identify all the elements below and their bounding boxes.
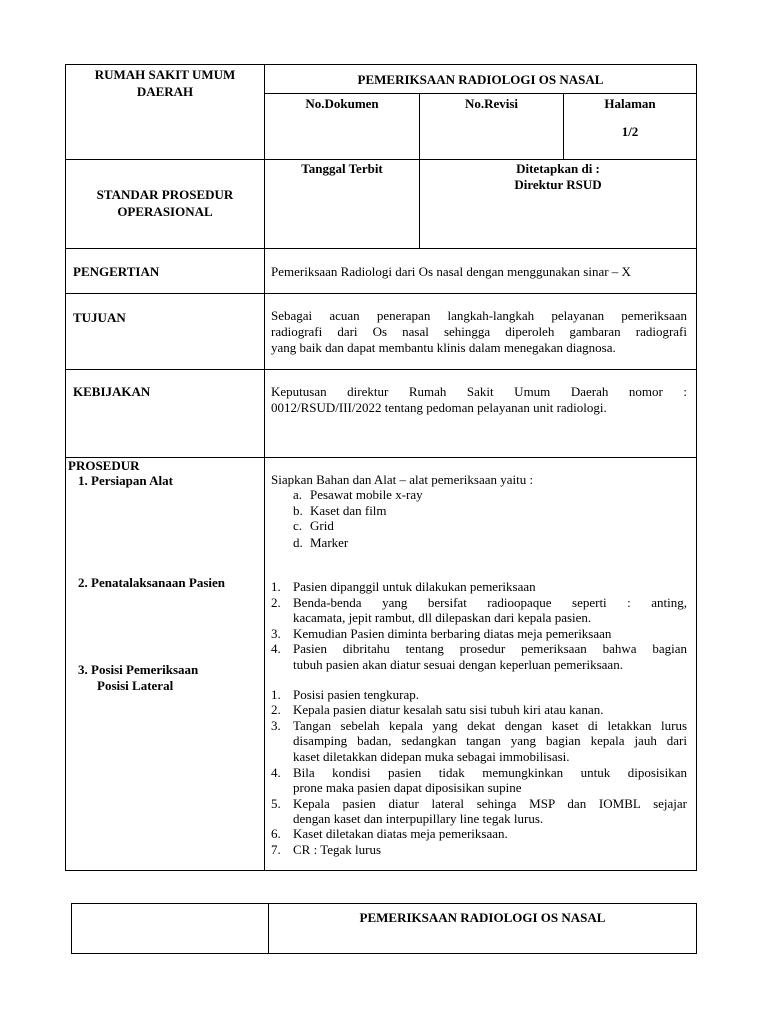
- table-border-top: [65, 64, 697, 65]
- tool-item: Marker: [310, 535, 349, 550]
- tujuan-text-line: yang baik dan dapat membantu klinis dalam menegakan diagnosa.: [271, 340, 616, 355]
- list-item: Posisi pasien tengkurap.: [293, 687, 420, 702]
- list-item: Tangan sebelah kepala yang dekat dengan kaset di letakkan lurus: [293, 718, 687, 733]
- document-number-label: No.Dokumen: [305, 96, 379, 111]
- list-marker: 4.: [271, 765, 281, 780]
- list-item-continued: dengan kaset dan interpupillary line tegak lurus.: [293, 811, 544, 826]
- table-border-left: [65, 64, 66, 871]
- sop-label-line2: OPERASIONAL: [117, 204, 213, 219]
- tool-item: Pesawat mobile x-ray: [310, 487, 423, 502]
- step-posisi-lateral: Posisi Lateral: [97, 678, 174, 693]
- table-rule: [65, 293, 697, 294]
- table-border-bottom: [71, 953, 697, 954]
- tool-item: Grid: [310, 518, 334, 533]
- kebijakan-label: KEBIJAKAN: [73, 384, 151, 399]
- list-item: Pasien dipanggil untuk dilakukan pemeriksaan: [293, 579, 536, 594]
- tool-marker: c.: [293, 518, 303, 533]
- list-item: Bila kondisi pasien tidak memungkinkan untuk diposisikan: [293, 765, 687, 780]
- list-item-continued: tubuh pasien akan diatur sesuai dengan keperluan pemeriksaan.: [293, 657, 623, 672]
- tujuan-text-line: radiografi dari Os nasal sehingga diperoleh gambaran radiografi: [271, 324, 687, 339]
- list-marker: 6.: [271, 826, 281, 841]
- hospital-name-line1: RUMAH SAKIT UMUM: [94, 67, 236, 82]
- table-border-top: [71, 903, 697, 904]
- list-item-continued: prone maka pasien dapat diposisikan supine: [293, 780, 522, 795]
- list-item: Kaset diletakan diatas meja pemeriksaan.: [293, 826, 508, 841]
- page-number: 1/2: [621, 124, 639, 139]
- list-item-continued: kacamata, jepit rambut, dll dilepaskan dari kepala pasien.: [293, 610, 592, 625]
- issue-date-label: Tanggal Terbit: [301, 161, 383, 176]
- list-item-continued: disamping badan, sedangkan tangan yang bagian kepala jauh dari: [293, 733, 687, 748]
- tool-marker: d.: [293, 535, 303, 550]
- list-item: Kepala pasien diatur lateral sehinga MSP dan IOMBL sejajar: [293, 796, 687, 811]
- table-rule: [65, 369, 697, 370]
- kebijakan-text-line: Keputusan direktur Rumah Sakit Umum Daerah nomor :: [271, 384, 687, 399]
- list-item: Kemudian Pasien diminta berbaring diatas meja pemeriksaan: [293, 626, 612, 641]
- list-marker: 1.: [271, 687, 281, 702]
- table-border-right: [696, 903, 697, 954]
- approved-at-label: Ditetapkan di :: [516, 161, 600, 176]
- table-rule: [264, 64, 265, 871]
- list-marker: 4.: [271, 641, 281, 656]
- table-rule: [65, 248, 697, 249]
- table-border-left: [71, 903, 72, 954]
- tool-marker: a.: [293, 487, 303, 502]
- tujuan-label: TUJUAN: [73, 310, 126, 325]
- tools-intro: Siapkan Bahan dan Alat – alat pemeriksaan yaitu :: [271, 472, 534, 487]
- step-penatalaksanaan-pasien: 2. Penatalaksanaan Pasien: [78, 575, 225, 590]
- tujuan-text-line: Sebagai acuan penerapan langkah-langkah pelayanan pemeriksaan: [271, 308, 687, 323]
- table-rule: [65, 159, 697, 160]
- list-item: Kepala pasien diatur kesalah satu sisi tubuh kiri atau kanan.: [293, 702, 604, 717]
- step-persiapan-alat: 1. Persiapan Alat: [78, 473, 173, 488]
- list-item: Pasien dibritahu tentang prosedur pemeriksaan bahwa bagian: [293, 641, 687, 656]
- pengertian-label: PENGERTIAN: [73, 264, 160, 279]
- footer-document-title: PEMERIKSAAN RADIOLOGI OS NASAL: [359, 910, 606, 925]
- list-marker: 5.: [271, 796, 281, 811]
- step-posisi-pemeriksaan: 3. Posisi Pemeriksaan: [78, 662, 199, 677]
- tool-item: Kaset dan film: [310, 503, 387, 518]
- table-rule: [264, 93, 697, 94]
- prosedur-label: PROSEDUR: [68, 458, 140, 473]
- list-item-continued: kaset diletakkan didepan muka sebagai immobilisasi.: [293, 749, 570, 764]
- table-border-right: [696, 64, 697, 871]
- kebijakan-text-line: 0012/RSUD/III/2022 tentang pedoman pelayanan unit radiologi.: [271, 400, 607, 415]
- list-marker: 2.: [271, 595, 281, 610]
- table-border-bottom: [65, 870, 697, 871]
- hospital-name-line2: DAERAH: [136, 84, 194, 99]
- table-rule: [65, 457, 697, 458]
- list-item: CR : Tegak lurus: [293, 842, 382, 857]
- approved-by-label: Direktur RSUD: [514, 177, 602, 192]
- pengertian-text: Pemeriksaan Radiologi dari Os nasal dengan menggunakan sinar – X: [271, 264, 631, 279]
- sop-label-line1: STANDAR PROSEDUR: [96, 187, 234, 202]
- list-marker: 7.: [271, 842, 281, 857]
- page-label: Halaman: [604, 96, 656, 111]
- list-marker: 3.: [271, 626, 281, 641]
- document-title: PEMERIKSAAN RADIOLOGI OS NASAL: [357, 72, 604, 87]
- tool-marker: b.: [293, 503, 303, 518]
- list-marker: 3.: [271, 718, 281, 733]
- list-item: Benda-benda yang bersifat radioopaque seperti : anting,: [293, 595, 687, 610]
- list-marker: 2.: [271, 702, 281, 717]
- revision-number-label: No.Revisi: [464, 96, 519, 111]
- list-marker: 1.: [271, 579, 281, 594]
